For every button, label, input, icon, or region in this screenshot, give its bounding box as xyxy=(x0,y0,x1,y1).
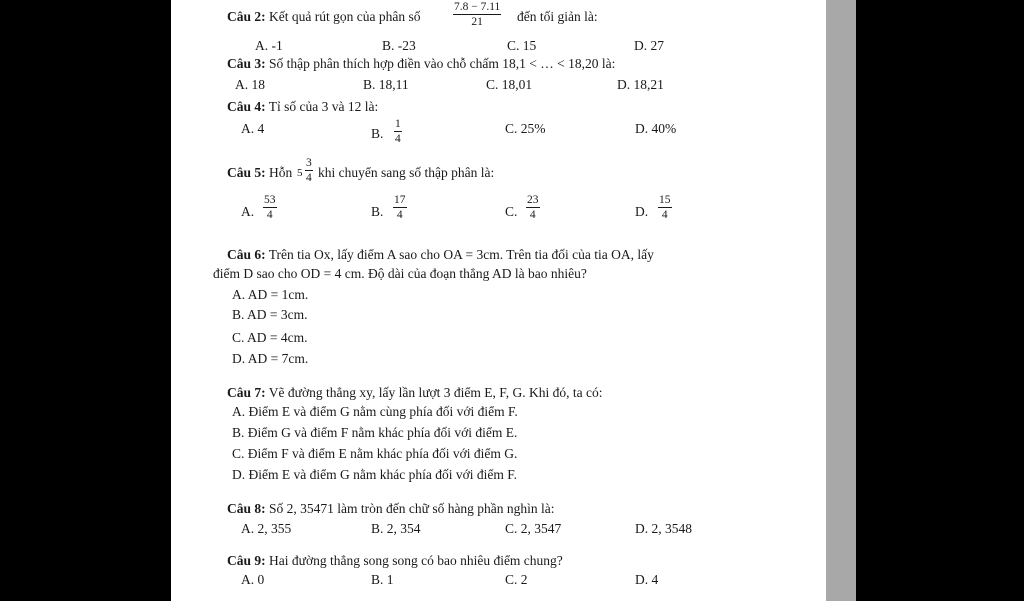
option-d: D. 18,21 xyxy=(617,77,664,92)
option-a: A. 2, 355 xyxy=(241,521,292,536)
option-d: D. AD = 7cm. xyxy=(232,351,309,366)
question-7 xyxy=(227,385,602,401)
option-c: C. AD = 4cm. xyxy=(232,330,308,345)
option-b-prefix: B. xyxy=(371,204,384,219)
question-4 xyxy=(227,99,378,115)
fraction-denominator: 4 xyxy=(395,133,401,145)
fraction-numerator: 1 xyxy=(395,118,401,130)
question-2 xyxy=(227,9,420,25)
mixed-whole: 5 xyxy=(297,167,303,179)
option-c: C. 2 xyxy=(505,572,528,587)
option-a: A. -1 xyxy=(255,38,283,53)
option-d-fraction xyxy=(658,194,672,221)
fraction-denominator: 4 xyxy=(396,209,403,221)
fraction-denominator: 4 xyxy=(306,172,312,184)
question-text: Hỗn xyxy=(269,165,293,180)
option-a: A. 4 xyxy=(241,121,265,136)
option-c: C. Điểm F và điểm E nằm khác phía đối với điểm G. xyxy=(232,446,518,461)
fraction-denominator: 4 xyxy=(266,209,273,221)
option-b: B. 18,11 xyxy=(363,77,409,92)
question-label: Câu 9: xyxy=(227,553,266,568)
option-b: B. 2, 354 xyxy=(371,521,421,536)
option-c: C. 25% xyxy=(505,121,546,136)
question-text: Kết quả rút gọn của phân số xyxy=(269,9,421,24)
fraction-numerator: 17 xyxy=(394,194,406,206)
question-5 xyxy=(227,165,292,181)
question-text-end: khi chuyển sang số thập phân là: xyxy=(318,165,495,180)
fraction-denominator: 21 xyxy=(471,16,483,28)
option-a: A. Điểm E và điểm G nằm cùng phía đối với điểm F. xyxy=(232,404,518,419)
option-b: B. AD = 3cm. xyxy=(232,307,308,322)
option-a: A. 18 xyxy=(235,77,265,92)
fraction-numerator: 53 xyxy=(264,194,276,206)
option-d: D. 27 xyxy=(634,38,664,53)
question-label: Câu 8: xyxy=(227,501,266,516)
mixed-fraction xyxy=(305,157,313,184)
question-text: Vẽ đường thẳng xy, lấy lần lượt 3 điểm E, F, G. Khi đó, ta có: xyxy=(268,385,603,400)
option-c: C. 15 xyxy=(507,38,537,53)
fraction-numerator: 3 xyxy=(306,157,312,169)
fraction-numerator: 7.8 − 7.11 xyxy=(454,1,501,13)
question-label: Câu 2: xyxy=(227,9,266,24)
question-text-line2: điểm D sao cho OD = 4 cm. Độ dài của đoạn thẳng AD là bao nhiêu? xyxy=(213,266,587,281)
question-8 xyxy=(227,501,555,517)
option-d-prefix: D. xyxy=(635,204,649,219)
option-a: A. 0 xyxy=(241,572,265,587)
question-label: Câu 6: xyxy=(227,247,266,262)
question-label: Câu 7: xyxy=(227,385,266,400)
question-label: Câu 3: xyxy=(227,56,266,71)
option-c: C. 18,01 xyxy=(486,77,533,92)
option-a: A. AD = 1cm. xyxy=(232,287,309,302)
question-label: Câu 4: xyxy=(227,99,266,114)
option-a-prefix: A. xyxy=(241,204,255,219)
question-9 xyxy=(227,553,563,569)
option-d: D. 40% xyxy=(635,121,677,136)
option-c-prefix: C. xyxy=(505,204,518,219)
fraction-denominator: 4 xyxy=(661,209,668,221)
option-b: B. Điểm G và điểm F nằm khác phía đối với điểm E. xyxy=(232,425,518,440)
question-text-end: đến tối giản là: xyxy=(517,9,598,24)
option-d: D. Điểm E và điểm G nằm khác phía đối với điểm F. xyxy=(232,467,518,482)
question-text: Số thập phân thích hợp điền vào chỗ chấm 18,1 < … < 18,20 là: xyxy=(269,56,616,71)
option-b: B. 1 xyxy=(371,572,394,587)
option-c: C. 2, 3547 xyxy=(505,521,562,536)
question-label: Câu 5: xyxy=(227,165,266,180)
question-6 xyxy=(227,247,654,263)
fraction xyxy=(453,1,501,28)
option-d: D. 4 xyxy=(635,572,659,587)
document-page xyxy=(171,0,826,601)
question-text: Trên tia Ox, lấy điểm A sao cho OA = 3cm. Trên tia đối của tia OA, lấy xyxy=(268,247,654,262)
fraction-numerator: 15 xyxy=(659,194,671,206)
question-text: Hai đường thẳng song song có bao nhiêu điểm chung? xyxy=(269,553,563,568)
option-b-prefix: B. xyxy=(371,126,384,141)
fraction-denominator: 4 xyxy=(529,209,536,221)
option-b-fraction xyxy=(393,194,407,221)
option-b-fraction xyxy=(394,118,402,145)
option-d: D. 2, 3548 xyxy=(635,521,692,536)
question-3 xyxy=(227,56,615,72)
question-text: Tỉ số của 3 và 12 là: xyxy=(268,99,379,114)
scrollbar[interactable] xyxy=(826,0,856,601)
option-c-fraction xyxy=(526,194,540,221)
fraction-numerator: 23 xyxy=(527,194,539,206)
option-a-fraction xyxy=(263,194,277,221)
question-text: Số 2, 35471 làm tròn đến chữ số hàng phần nghìn là: xyxy=(269,501,555,516)
option-b: B. -23 xyxy=(382,38,416,53)
